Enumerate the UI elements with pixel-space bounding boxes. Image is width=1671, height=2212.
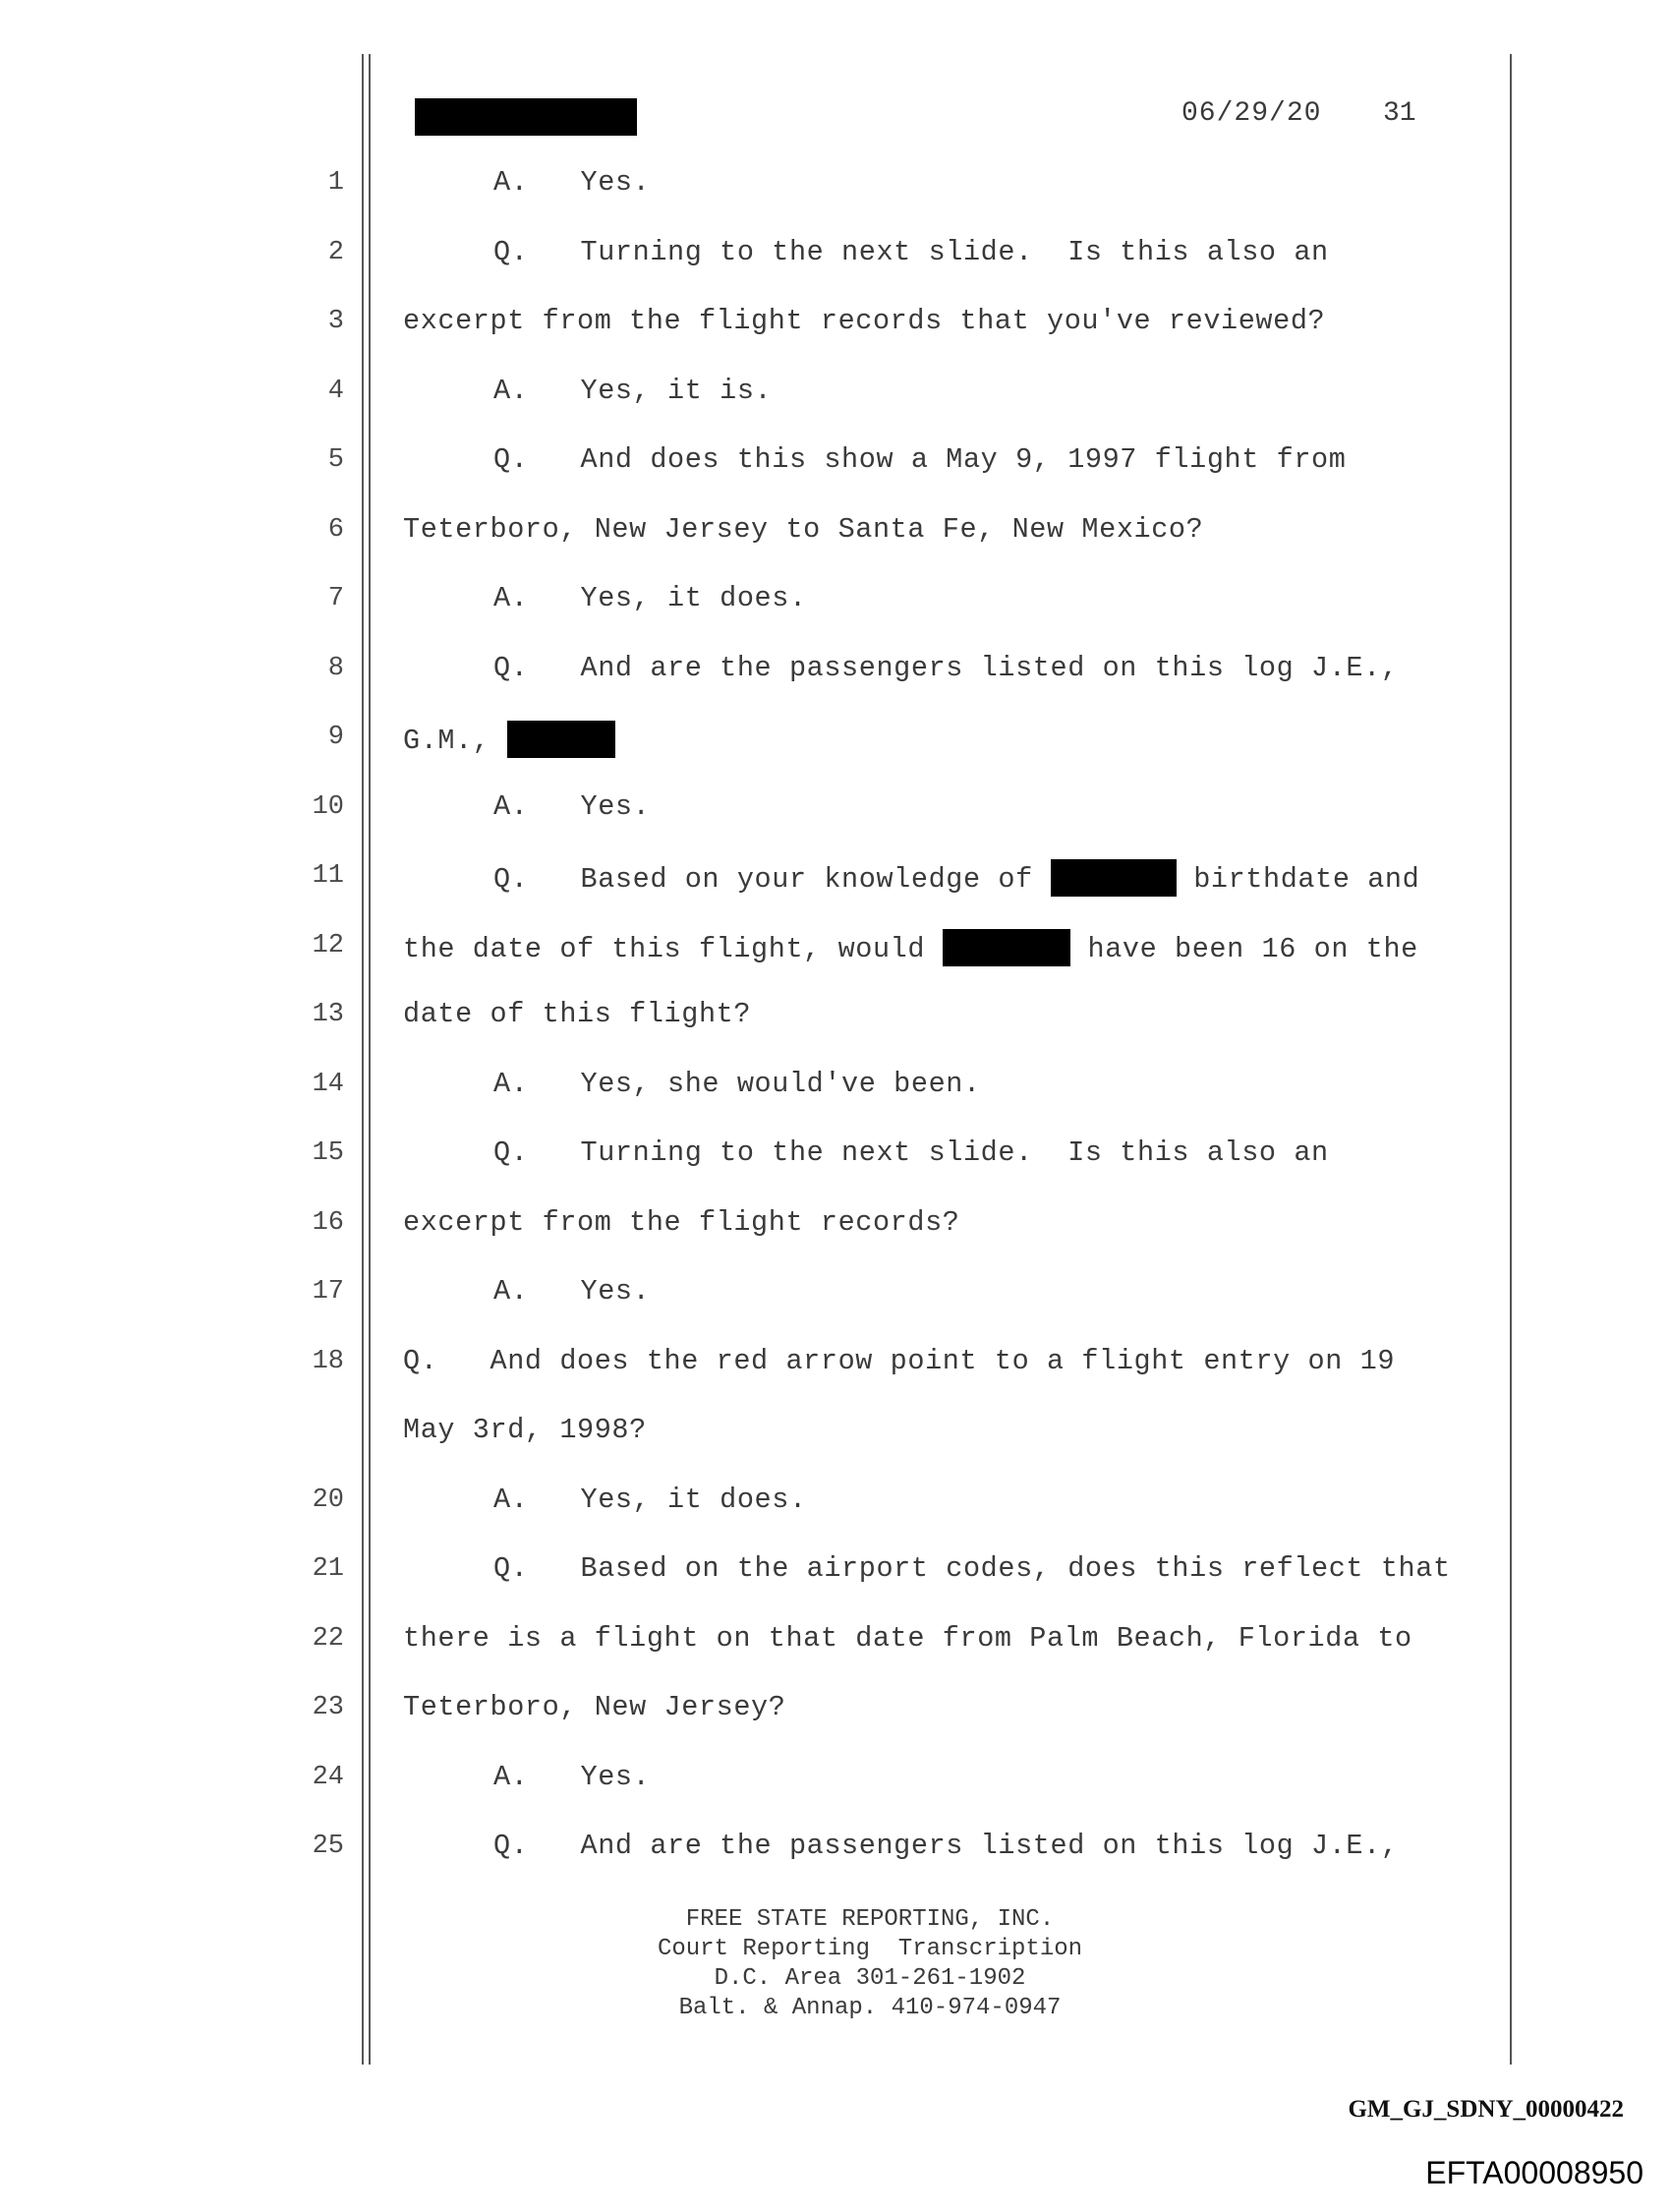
line-text [403,721,615,758]
line-text-segment: birthdate and [1176,863,1420,896]
line-text [493,1275,650,1308]
line-text [493,1136,1329,1169]
line-text [493,1068,981,1100]
line-text [493,166,650,199]
line-number: 3 [327,307,344,336]
footer-balt-phone: Balt. & Annap. 410-974-0947 [678,1995,1062,2021]
line-text [403,998,751,1030]
line-text [403,1206,960,1239]
line-text-segment: there is a flight on that date from Palm Beach, Florida to [403,1621,1412,1655]
transcript-line [0,160,1671,209]
redaction-box [1051,859,1177,897]
transcript-line [0,1131,1671,1180]
line-text-segment: G.M., [403,725,508,757]
line-number: 15 [312,1138,344,1168]
line-text [493,236,1329,268]
transcript-line [0,299,1671,348]
reporter-footer [550,1905,1189,2023]
header-date: 06/29/20 [1181,98,1322,129]
line-number: 6 [327,514,344,545]
line-text [493,1761,650,1793]
line-text-segment: date of this flight? [403,998,752,1030]
footer-company: FREE STATE REPORTING, INC. [685,1906,1055,1933]
transcript-line [0,923,1671,972]
line-text-segment: A. Yes, it does. [493,582,807,614]
line-number: 10 [312,791,344,822]
line-text [403,1622,1412,1655]
bates-number: GM_GJ_SDNY_00000422 [1348,2096,1624,2123]
page-number: 31 [1383,98,1416,129]
line-text [493,1552,1451,1585]
line-number: 9 [327,723,344,752]
line-number: 18 [312,1346,344,1376]
line-number: 17 [312,1277,344,1307]
line-text [493,1830,1399,1862]
line-text [403,929,1418,966]
line-text-segment: Q. And are the passengers listed on this log J.E., [493,651,1399,684]
line-text-segment: A. Yes. [493,1760,651,1793]
line-number: 24 [312,1762,344,1792]
line-text-segment: Q. Based on the airport codes, does this reflect that [493,1552,1451,1585]
line-text-segment: A. Yes. [493,1275,651,1308]
transcript-line [0,646,1671,695]
line-text [493,1484,807,1516]
line-number: 23 [312,1693,344,1722]
transcript-line [0,1062,1671,1111]
transcript-line [0,1546,1671,1596]
line-text-segment: A. Yes. [493,789,651,823]
transcript-line [0,576,1671,625]
line-text [403,1691,785,1723]
line-text-segment: A. Yes. [493,166,651,199]
line-number: 20 [312,1484,344,1515]
line-number: 21 [312,1554,344,1584]
line-text [493,582,807,614]
line-text [403,1345,1395,1377]
line-text-segment: Q. Based on your knowledge of [493,863,1051,896]
line-number: 12 [312,930,344,960]
line-number: 4 [327,376,344,406]
transcript-line [0,1824,1671,1873]
transcript-line [0,992,1671,1041]
line-text [403,305,1325,337]
line-number: 1 [327,168,344,198]
line-text-segment: Q. And are the passengers listed on this log J.E., [493,1830,1399,1862]
transcript-line [0,1755,1671,1804]
line-text-segment: excerpt from the flight records? [403,1205,960,1239]
line-text-segment: A. Yes, it does. [493,1483,807,1516]
line-text-segment: Teterboro, New Jersey to Santa Fe, New Mexico? [403,512,1204,546]
transcript-line [0,1478,1671,1527]
line-text-segment: May 3rd, 1998? [403,1414,647,1446]
line-number: 14 [312,1069,344,1099]
line-number: 16 [312,1207,344,1238]
line-text [493,859,1419,897]
transcript-line [0,437,1671,487]
line-text-segment: Q. And does the red arrow point to a flight entry on 19 [403,1344,1396,1377]
transcript-line [0,1408,1671,1457]
line-number: 2 [327,237,344,267]
line-text-segment: Teterboro, New Jersey? [403,1691,786,1723]
line-number: 7 [327,584,344,613]
transcript-line [0,715,1671,764]
line-number: 11 [312,861,344,891]
line-text [403,1414,647,1446]
transcript-line [0,1200,1671,1250]
line-text-segment: A. Yes, she would've been. [493,1067,981,1100]
redaction-box [507,721,615,758]
transcript-line [0,230,1671,279]
line-number: 5 [327,445,344,475]
line-text-segment: excerpt from the flight records that you've reviewed? [403,305,1326,337]
transcript-line [0,1269,1671,1318]
redaction-box [943,929,1070,966]
efta-number: EFTA00008950 [1425,2155,1643,2190]
line-text-segment: Q. Turning to the next slide. Is this also an [493,235,1329,268]
line-text [493,652,1399,684]
transcript-line [0,1685,1671,1734]
line-number: 8 [327,653,344,683]
transcript-line [0,785,1671,834]
line-text [493,375,772,407]
transcript-line [0,507,1671,556]
line-text [493,790,650,823]
line-number: 25 [312,1832,344,1861]
transcript-line [0,853,1671,902]
line-text-segment: have been 16 on the [1069,932,1418,965]
transcript-line [0,369,1671,418]
line-number: 22 [312,1623,344,1654]
line-text-segment: Q. And does this show a May 9, 1997 flight from [493,443,1347,476]
transcript-line [0,1339,1671,1388]
header-redaction [415,98,637,136]
line-text-segment: A. Yes, it is. [493,374,773,407]
footer-services: Court Reporting Transcription [657,1936,1083,1962]
line-number: 13 [312,1000,344,1029]
footer-dc-phone: D.C. Area 301-261-1902 [714,1965,1026,1992]
transcript-line [0,1616,1671,1665]
line-text-segment: the date of this flight, would [403,932,943,965]
line-text [493,443,1346,476]
line-text-segment: Q. Turning to the next slide. Is this also an [493,1136,1329,1169]
line-text [403,513,1203,546]
